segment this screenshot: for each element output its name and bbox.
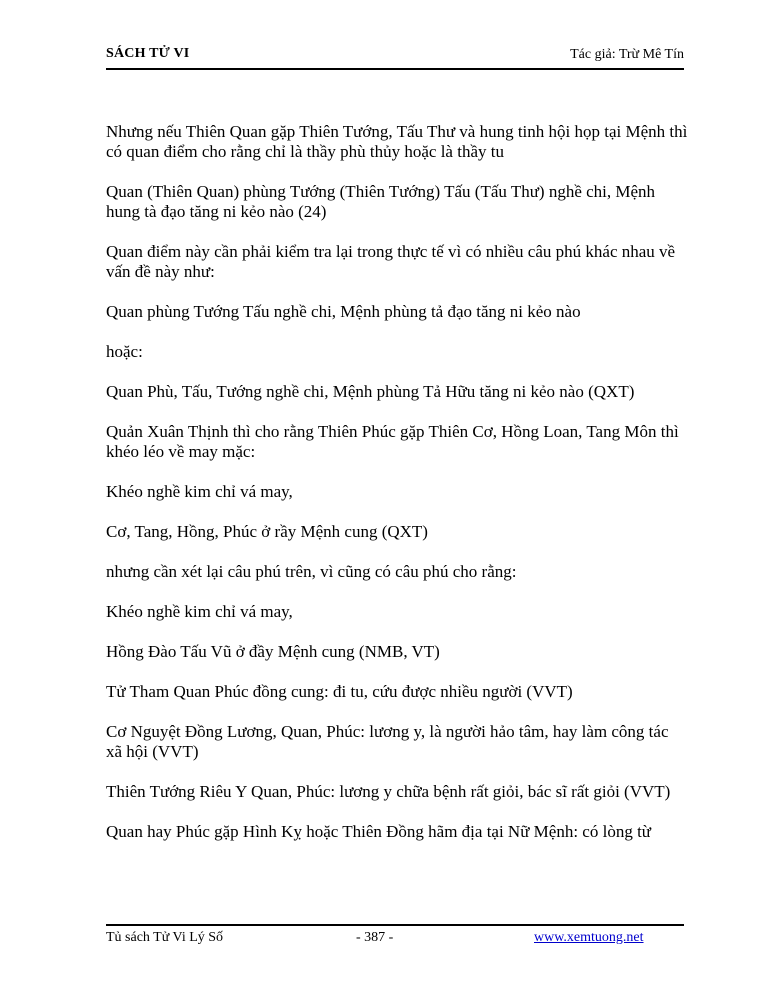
- paragraph: Khéo nghề kim chỉ vá may,: [106, 482, 293, 501]
- website-link[interactable]: www.xemtuong.net: [534, 930, 644, 945]
- book-title: SÁCH TỬ VI: [106, 46, 190, 61]
- page-number: - 387 -: [356, 930, 394, 945]
- paragraph: Hồng Đào Tấu Vũ ở đầy Mệnh cung (NMB, VT): [106, 642, 440, 661]
- series-name: Tủ sách Tử Vi Lý Số: [106, 930, 224, 945]
- author-line: Tác giả: Trừ Mê Tín: [570, 47, 684, 62]
- body-text: [106, 122, 688, 862]
- paragraph: Quan hay Phúc gặp Hình Kỵ hoặc Thiên Đồng hãm địa tại Nữ Mệnh: có lòng từ: [106, 822, 652, 841]
- paragraph: Quản Xuân Thịnh thì cho rằng Thiên Phúc gặp Thiên Cơ, Hồng Loan, Tang Môn thì khéo léo về may mặc:: [106, 422, 679, 461]
- paragraph: Cơ, Tang, Hồng, Phúc ở rầy Mệnh cung (QXT): [106, 522, 428, 541]
- page-header: [106, 44, 684, 70]
- paragraph: Cơ Nguyệt Đồng Lương, Quan, Phúc: lương y, là người hảo tâm, hay làm công tác xã hội (VVT): [106, 722, 669, 761]
- paragraph: Quan điểm này cần phải kiểm tra lại trong thực tế vì có nhiều câu phú khác nhau về vấn đề này như:: [106, 242, 676, 281]
- paragraph: Nhưng nếu Thiên Quan gặp Thiên Tướng, Tấu Thư và hung tinh hội họp tại Mệnh thì có quan điểm cho rằng chỉ là thầy phù thủy hoặc là thầy tu: [106, 122, 688, 161]
- paragraph: Khéo nghề kim chỉ vá may,: [106, 602, 293, 621]
- page-footer: [106, 924, 684, 956]
- paragraph: hoặc:: [106, 342, 143, 361]
- paragraph: nhưng cần xét lại câu phú trên, vì cũng có câu phú cho rằng:: [106, 562, 517, 581]
- paragraph: Quan Phù, Tấu, Tướng nghề chi, Mệnh phùng Tả Hữu tăng ni kẻo nào (QXT): [106, 382, 635, 401]
- paragraph: Quan phùng Tướng Tấu nghề chi, Mệnh phùng tả đạo tăng ni kẻo nào: [106, 302, 581, 321]
- paragraph: Quan (Thiên Quan) phùng Tướng (Thiên Tướng) Tấu (Tấu Thư) nghề chi, Mệnh hung tà đạo tăng ni kẻo nào (24): [106, 182, 656, 221]
- paragraph: Tử Tham Quan Phúc đồng cung: đi tu, cứu được nhiều người (VVT): [106, 682, 573, 701]
- paragraph: Thiên Tướng Riêu Y Quan, Phúc: lương y chữa bệnh rất giỏi, bác sĩ rất giỏi (VVT): [106, 782, 671, 801]
